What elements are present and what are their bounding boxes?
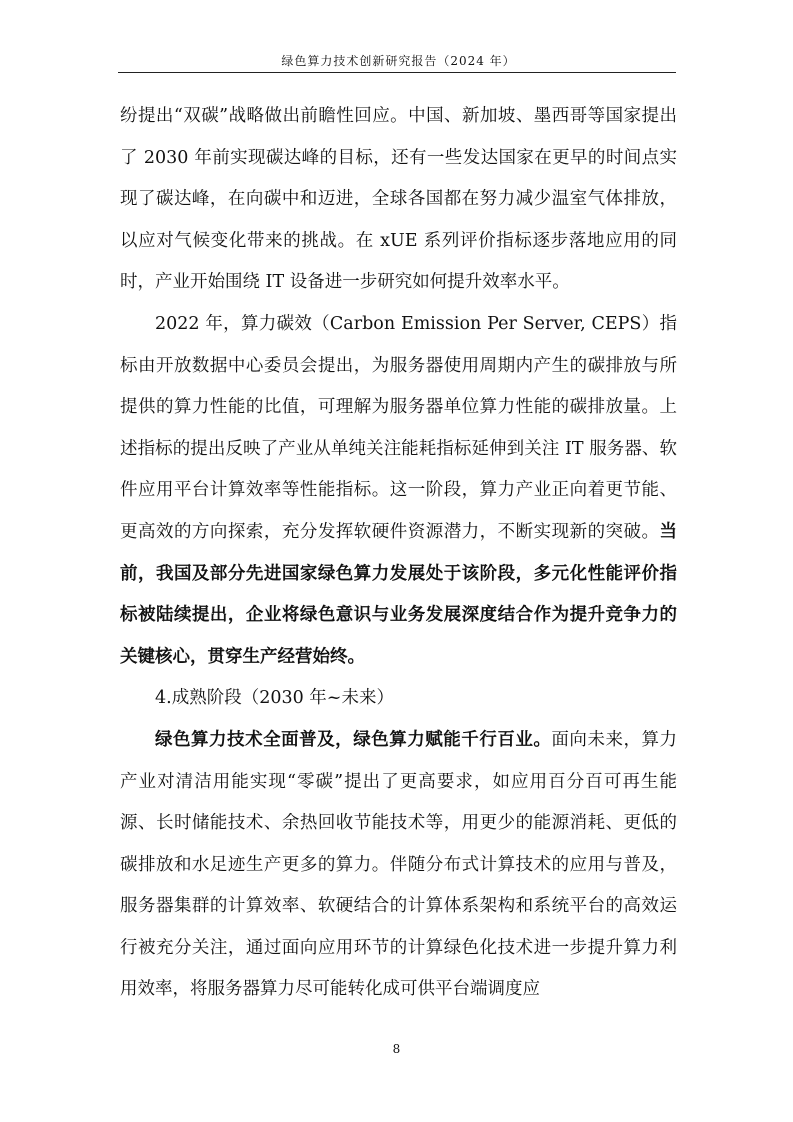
paragraph-2 bbox=[120, 304, 677, 678]
paragraph-3-text: 面向未来，算力产业对清洁用能实现“零碳”提出了更高要求，如应用百分百可再生能源、长时储能技术、余热回收节能技术等，用更少的能源消耗、更低的碳排放和水足迹生产更多的算力。伴随分布式计算技术的应用与普及，服务器集群的计算效率、软硬结合的计算体系架构和系统平台的高效运行被充分关注，通过面向应用环节的计算绿色化技术进一步提升算力利用效率，将服务器算力尽可能转化成可供平台端调度应 bbox=[120, 729, 678, 1000]
paragraph-3 bbox=[120, 720, 677, 1011]
paragraph-2-bold-text: 当前，我国及部分先进国家绿色算力发展处于该阶段，多元化性能评价指标被陆续提出，企业将绿色意识与业务发展深度结合作为提升竞争力的关键核心，贯穿生产经营始终。 bbox=[120, 521, 677, 667]
page-number: 8 bbox=[392, 1042, 401, 1056]
body-text bbox=[120, 96, 677, 1011]
paragraph-1: 纷提出“双碳”战略做出前瞻性回应。中国、新加坡、墨西哥等国家提出了 2030 年前实现碳达峰的目标，还有一些发达国家在更早的时间点实现了碳达峰，在向碳中和迈进，全球各国都在努力减少温室气体排放，以应对气候变化带来的挑战。在 xUE 系列评价指标逐步落地应用的同时，产业开始围绕 IT 设备进一步研究如何提升效率水平。 bbox=[120, 106, 677, 293]
header-rule bbox=[118, 72, 676, 73]
paragraph-2-text: 2022 年，算力碳效（Carbon Emission Per Server, CEPS）指标由开放数据中心委员会提出，为服务器使用周期内产生的碳排放与所提供的算力性能的比值，可理解为服务器单位算力性能的碳排放量。上述指标的提出反映了产业从单纯关注能耗指标延伸到关注 IT 服务器、软件应用平台计算效率等性能指标。这一阶段，算力产业正向着更节能、更高效的方向探索，充分发挥软硬件资源潜力，不断实现新的突破。 bbox=[120, 313, 677, 542]
section-heading: 4.成熟阶段（2030 年~未来） bbox=[155, 688, 394, 709]
paragraph-3-bold-text: 绿色算力技术全面普及，绿色算力赋能千行百业。 bbox=[155, 729, 552, 750]
running-header: 绿色算力技术创新研究报告（2024 年） bbox=[281, 54, 516, 68]
